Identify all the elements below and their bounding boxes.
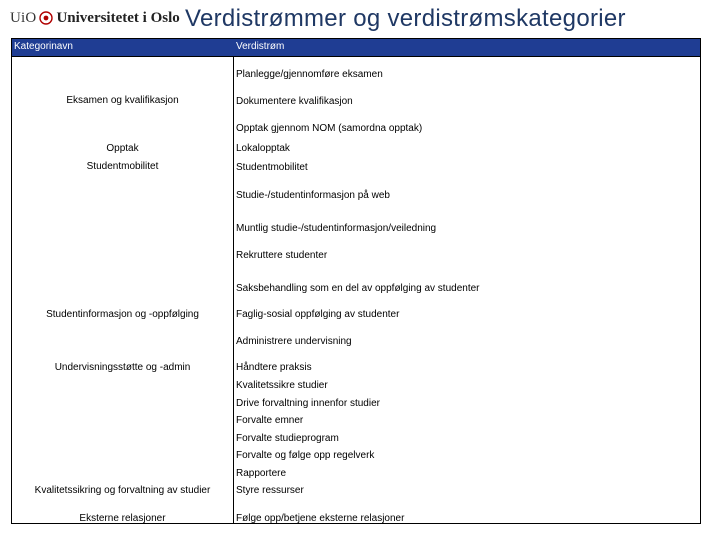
stream-cell: Følge opp/betjene eksterne relasjoner [236, 513, 405, 524]
stream-cell: Saksbehandling som en del av oppfølging av studenter [236, 283, 480, 294]
column-divider [233, 56, 234, 523]
uio-logo [10, 7, 180, 29]
stream-cell: Muntlig studie-/studentinformasjon/veiledning [236, 223, 437, 234]
stream-cell: Administrere undervisning [236, 336, 352, 347]
stream-cell: Rekruttere studenter [236, 250, 328, 261]
category-cell: Studentinformasjon og -oppfølging [46, 309, 199, 320]
category-cell: Eksamen og kvalifikasjon [66, 95, 179, 106]
category-cell: Opptak [106, 143, 139, 154]
stream-cell: Kvalitetssikre studier [236, 380, 328, 391]
stream-cell: Håndtere praksis [236, 362, 312, 373]
stream-cell: Studie-/studentinformasjon på web [236, 190, 390, 201]
category-cell: Studentmobilitet [86, 161, 159, 172]
stream-cell: Lokalopptak [236, 143, 290, 154]
university-seal-icon [39, 11, 53, 25]
table-header [12, 39, 700, 56]
page-title: Verdistrømmer og verdistrømskategorier [185, 5, 626, 32]
column-header-category: Kategorinavn [14, 41, 73, 52]
logo-short: UiO [10, 9, 37, 26]
logo-name: Universitetet i Oslo [56, 9, 180, 26]
category-cell: Eksterne relasjoner [79, 513, 166, 524]
stream-cell: Dokumentere kvalifikasjon [236, 96, 353, 107]
stream-cell: Styre ressurser [236, 485, 304, 496]
stream-cell: Planlegge/gjennomføre eksamen [236, 69, 383, 80]
stream-cell: Forvalte og følge opp regelverk [236, 450, 375, 461]
stream-cell: Drive forvaltning innenfor studier [236, 398, 380, 409]
column-header-stream: Verdistrøm [236, 41, 285, 52]
category-cell: Kvalitetssikring og forvaltning av studier [34, 485, 211, 496]
stream-cell: Studentmobilitet [236, 162, 308, 173]
stream-cell: Opptak gjennom NOM (samordna opptak) [236, 123, 423, 134]
value-stream-table [11, 38, 701, 524]
stream-cell: Faglig-sosial oppfølging av studenter [236, 309, 400, 320]
stream-cell: Rapportere [236, 468, 287, 479]
stream-cell: Forvalte emner [236, 415, 304, 426]
category-cell: Undervisningsstøtte og -admin [54, 362, 191, 373]
stream-cell: Forvalte studieprogram [236, 433, 339, 444]
header-separator [12, 56, 700, 57]
